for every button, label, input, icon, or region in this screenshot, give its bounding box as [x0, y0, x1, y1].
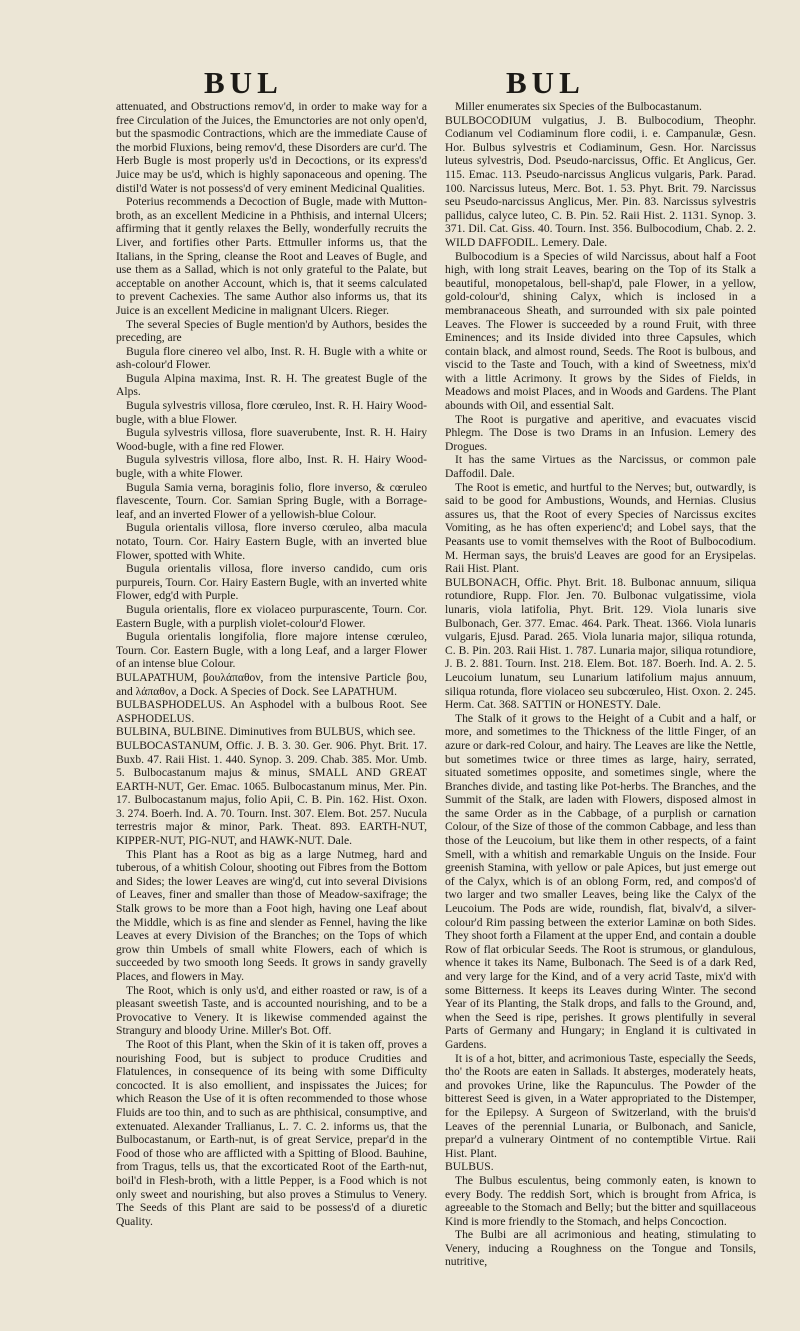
entry-heading-paragraph: BULBONACH, Offic. Phyt. Brit. 18. Bulbonac annuum, siliqua rotundiore, Rupp. Flor. Jen. 70. Bulbonac vulgatissime, viola lunaris, viola latifolia, Phyt. Brit. 129. Viola lunaris sive Bulbonach, Ger. 377. Emac. 464. Park. Theat. 1366. Viola lunaris vulgaris, Ejusd. Parad. 265. Viola lunaria major, siliqua rotunda, C. B. Pin. 203. Raii Hist. 1. 787. Lunaria major, siliqua rotundiore, J. B. 2. 881. Tourn. Inst. 218. Elem. Bot. 187. Boerh. Ind. A. 2. 5. Leucoium lunatum, seu Lunarium latifolium majus annuum, siliqua rotunda, flore violaceo seu subcœruleo, Hist. Oxon. 2. 245. Herm. Cat. 368. SATTIN or HONESTY. Dale.	[445, 575, 756, 712]
text-paragraph: It is of a hot, bitter, and acrimonious Taste, especially the Seeds, tho' the Roots are eaten in Sallads. It absterges, moderately heats, and provokes Urine, like the Rapunculus. The Powder of the bitterest Seed is given, in a Water appropriated to the Distemper, for the Epilepsy. A Surgeon of Switzerland, with the bruis'd Leaves of the perennial Lunaria, or Bulbonach, and Sanicle, prepar'd a vulnerary Ointment of no contemptible Virtue. Raii Hist. Plant.	[445, 1051, 756, 1160]
text-columns	[116, 100, 756, 1328]
text-paragraph: This Plant has a Root as big as a large Nutmeg, hard and tuberous, of a whitish Colour, shooting out Fibres from the Bottom and Sides; the lower Leaves are wing'd, cut into several Divisions of Leaves, finer and smaller than those of Meadow-saxifrage; the Stalk grows to be more than a Foot high, having one Leaf about the Middle, which is as fine and slender as Fennel, having the like Leaves at every Division of the Branches; on the Tops of which grow thin Umbels of small white Flowers, each of which is succeeded by two smooth long Seeds. It grows in sandy gravelly Places, and flowers in May.	[116, 847, 427, 983]
text-paragraph: Miller enumerates six Species of the Bulbocastanum.	[455, 100, 702, 113]
text-paragraph: The Root, which is only us'd, and either roasted or raw, is of a pleasant sweetish Taste, and is accounted nourishing, and to be a Provocative to Venery. It is likewise commended against the Strangury and bloody Urine. Miller's Bot. Off.	[116, 983, 427, 1038]
text-paragraph: Bugula orientalis villosa, flore inverso cœruleo, alba macula notato, Tourn. Cor. Hairy Eastern Bugle, with an inverted blue Flower, spotted with White.	[116, 521, 427, 562]
text-paragraph: The Bulbus esculentus, being commonly eaten, is known to every Body. The reddish Sort, which is brought from Africa, is agreeable to the Stomach and Belly; but the bitter and squillaceous Kind is more friendly to the Stomach, and helps Concoction.	[445, 1173, 756, 1228]
text-paragraph: Bugula sylvestris villosa, flore cœruleo, Inst. R. H. Hairy Wood-bugle, with a blue Flower.	[116, 399, 427, 426]
entry-heading-paragraph: BULAPATHUM, βουλάπαθον, from the intensive Particle βου, and λάπαθον, a Dock. A Species of Dock. See LAPATHUM.	[116, 670, 427, 698]
text-paragraph: The Bulbi are all acrimonious and heating, stimulating to Venery, inducing a Roughness on the Tongue and Tonsils, nutritive,	[445, 1228, 756, 1269]
text-paragraph: Bugula orientalis longifolia, flore majore intense cœruleo, Tourn. Cor. Eastern Bugle, with a long Leaf, and a larger Flower of an intense blue Colour.	[116, 630, 427, 671]
entry-heading-paragraph: BULBINA, BULBINE. Diminutives from BULBUS, which see.	[116, 725, 416, 739]
text-paragraph: It has the same Virtues as the Narcissus, or common pale Daffodil. Dale.	[445, 453, 756, 481]
text-paragraph: The Root is purgative and aperitive, and evacuates viscid Phlegm. The Dose is two Drams in an Infusion. Lemery des Drogues.	[445, 412, 756, 453]
right-column	[445, 100, 756, 1328]
text-paragraph: Bugula flore cinereo vel albo, Inst. R. H. Bugle with a white or ash-colour'd Flower.	[116, 344, 427, 372]
entry-heading-paragraph: attenuated, and Obstructions remov'd, in order to make way for a free Circulation of the Juices, the Emunctories are not only open'd, but the spasmodic Contractions, which are the immediate Cause of the morbid Fluxions, being remov'd, these Disorders are cur'd. The Herb Bugle is most properly us'd in Decoctions, or its express'd Juice may be us'd, which is highly saponaceous and opening. The distil'd Water is not possess'd of very eminent Medicinal Qualities.	[116, 100, 427, 195]
text-paragraph: Bugula sylvestris villosa, flore albo, Inst. R. H. Hairy Wood-bugle, with a white Flower.	[116, 453, 427, 481]
text-paragraph: Bugula Alpina maxima, Inst. R. H. The greatest Bugle of the Alps.	[116, 371, 427, 399]
text-paragraph: Bugula orientalis villosa, flore inverso candido, cum oris purpureis, Tourn. Cor. Hairy Eastern Bugle, with an inverted white Flower, edg'd with Purple.	[116, 562, 427, 603]
text-paragraph: Bulbocodium is a Species of wild Narcissus, about half a Foot high, with long strait Leaves, bearing on the Top of its Stalk a beautiful, monopetalous, bell-shap'd, pale Flower, in a yellow, gold-colour'd, shining Calyx, which is inclosed in a membranaceous Sheath, and surrounded with six pale pointed Leaves. The Flower is succeeded by a round Fruit, with three Eminences; and its Inside divided into three Capsules, which contain black, and almost round, Seeds. The Root is bulbous, and viscid to the Taste and Touch, with a kind of Sweetness, mix'd with a little Acrimony. It grows by the Sides of Fields, in Meadows and moist Places, and in Woods and Gardens. The Plant abounds with Oil, and essential Salt.	[445, 249, 756, 413]
text-paragraph: Bugula orientalis, flore ex violaceo purpurascente, Tourn. Cor. Eastern Bugle, with a purplish violet-colour'd Flower.	[116, 602, 427, 630]
entry-heading-paragraph: BULBASPHODELUS. An Asphodel with a bulbous Root. See ASPHODELUS.	[116, 698, 427, 725]
text-paragraph: Bugula sylvestris villosa, flore suaverubente, Inst. R. H. Hairy Wood-bugle, with a fine red Flower.	[116, 426, 427, 453]
text-paragraph: Poterius recommends a Decoction of Bugle, made with Mutton-broth, as an excellent Medicine in a Phthisis, and internal Ulcers; affirming that it gently relaxes the Belly, wonderfully recruits the Liver, and fortifies other Parts. Ettmuller informs us, that the Italians, in the Spring, cleanse the Root and Leaves of Bugle, and use them as a Sallad, which is not only grateful to the Palate, but acceptable on another Account, which is, that it seems calculated to prevent Cachexies. The same Author also informs us, that its Juice is an excellent Medicine in malignant Ulcers. Rieger.	[116, 195, 427, 317]
left-column	[116, 100, 427, 1328]
text-paragraph: Bugula Samia verna, boraginis folio, flore inverso, & cœruleo flavescente, Tourn. Cor. Samian Spring Bugle, with a Borrage-leaf, and an inverted Flower of a yellowish-blue Colour.	[116, 480, 427, 521]
entry-heading-paragraph: BULBOCODIUM vulgatius, J. B. Bulbocodium, Theophr. Codianum vel Codiaminum flore codii, i. e. Campanulæ, Gesn. Hor. Bulbus sylvestris et Codiaminum, Gesn. Hor. Narcissus luteus sylvestris, Dod. Pseudo-narcissus, Offic. Et Anglicus, Ger. 115. Emac. 113. Pseudo-narcissus Anglicus vulgaris, Park. Parad. 100. Narcissus luteus, Merc. Bot. 1. 53. Phyt. Brit. 79. Narcissus seu Pseudo-narcissus Anglicus, Mer. Pin. 83. Narcissus sylvestris pallidus, calyce luteo, C. B. Pin. 52. Raii Hist. 2. 1131. Synop. 3. 371. Dil. Cat. Giss. 40. Tourn. Inst. 356. Bulbocodium, Chab. 2. 2. WILD DAFFODIL. Lemery. Dale.	[445, 113, 756, 249]
running-head-left: BUL	[204, 65, 283, 100]
running-head-right: BUL	[506, 65, 585, 100]
text-paragraph: The Root of this Plant, when the Skin of it is taken off, proves a nourishing Food, but is subject to produce Crudities and Flatulences, in consequence of its being with some Difficulty concocted. It is also emollient, and inspissates the Juices; for which Reason the Use of it is often recommended to those whose Fluids are too thin, and to such as are phthisical, consumptive, and extenuated. Alexander Trallianus, L. 7. C. 2. informs us, that the Bulbocastanum, or Earth-nut, is of great Service, prepar'd in the Food of those who are afflicted with a Spitting of Blood. Bauhine, from Tragus, tells us, that the excorticated Root of the Earth-nut, boil'd in Flesh-broth, with a little Pepper, is a Food which is not only sweet and nourishing, but also proves a Stimulus to Venery. The Seeds of this Plant are said to be possess'd of a diuretic Quality.	[116, 1037, 427, 1228]
text-paragraph: The Root is emetic, and hurtful to the Nerves; but, outwardly, is said to be good for Ambustions, Wounds, and Hernias. Clusius assures us, that the Root of every Species of Narcissus excites Vomiting, as he has often experienc'd; and Lobel says, that the Peasants use to vomit themselves with the Root of Bulbocodium. M. Herman says, the bruis'd Leaves are good for an Erysipelas. Raii Hist. Plant.	[445, 480, 756, 576]
entry-heading-paragraph: BULBOCASTANUM, Offic. J. B. 3. 30. Ger. 906. Phyt. Brit. 17. Buxb. 47. Raii Hist. 1. 440. Synop. 3. 209. Chab. 385. Mor. Umb. 5. Bulbocastanum majus & minus, SMALL AND GREAT EARTH-NUT, Ger. Emac. 1065. Bulbocastanum minus, Mer. Pin. 17. Bulbocastanum majus, folio Apii, C. B. Pin. 162. Hist. Oxon. 3. 274. Boerh. Ind. A. 70. Tourn. Inst. 307. Elem. Bot. 257. Nucula terrestris major & minor, Park. Theat. 893. EARTH-NUT, KIPPER-NUT, PIG-NUT, and HAWK-NUT. Dale.	[116, 738, 427, 848]
entry-heading-paragraph: BULBUS.	[445, 1160, 494, 1174]
text-paragraph: The several Species of Bugle mention'd by Authors, besides the preceding, are	[116, 317, 427, 345]
text-paragraph: The Stalk of it grows to the Height of a Cubit and a half, or more, and sometimes to the Thickness of the little Finger, of an azure or dark-red Colour, and hairy. The Leaves are like the Nettle, but sometimes twice or three times as large, hairy, serrated, situated sometimes opposite, and sometimes single, where the Branches divide, and tasting like Pot-herbs. The Branches, and the Summit of the Stalk, are laden with Flowers, disposed almost in the same Order as in the Cabbage, of a purplish or carnation Colour, of the Size of those of the common Cabbage, and less than those of the Leucoium, but like them in other respects, of a faint Smell, with a whitish and remarkable Unguis on the Inside. Four greenish Stamina, with yellow or pale Apices, but just emerge out of the Calyx, which is of an oblong Form, red, and compos'd of two larger and two smaller Leaves, being like the Calyx of the Leucoium. The Pods are wide, roundish, flat, bivalv'd, a silver-colour'd Rim passing between the exterior Laminæ on both Sides. They shoot forth a Filament at the upper End, and contain a double Row of flat orbicular Seeds. The Root is strumous, or glandulous, whence it takes its Name, Bulbonach. The Seed is of a dark Red, and very large for the Kind, and of a very acrid Taste, mix'd with some Bitterness. It keeps its Leaves during Winter. The second Year of its Planting, the Stalk drops, and falls to the Ground, and, when the Seed is ripe, perishes. It grows plentifully in several Parts of Germany and Hungary; in England it is cultivated in Gardens.	[445, 711, 756, 1051]
page-header	[116, 0, 756, 100]
